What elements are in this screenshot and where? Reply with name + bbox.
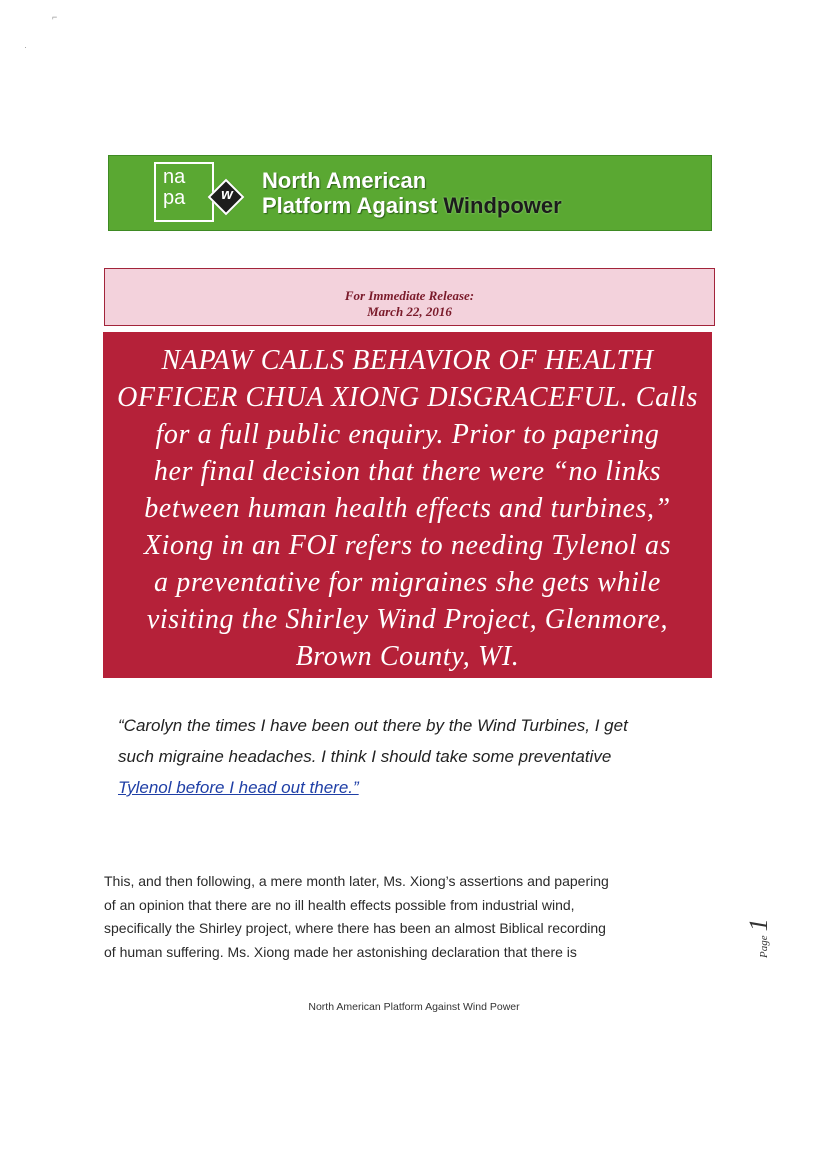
body-line: This, and then following, a mere month later, Ms. Xiong’s assertions and papering	[104, 873, 609, 889]
body-line: specifically the Shirley project, where there has been an almost Biblical recording	[104, 920, 606, 936]
page-footer: North American Platform Against Wind Power	[308, 1001, 520, 1013]
napaw-logo	[154, 162, 214, 222]
headline-line: NAPAW CALLS BEHAVIOR OF HEALTH	[161, 345, 654, 376]
page-word: Page	[758, 935, 770, 958]
org-name-line1: North American	[262, 168, 427, 193]
body-paragraph	[104, 870, 716, 964]
release-box	[104, 268, 715, 326]
headline-line: between human health effects and turbines,”	[144, 493, 671, 524]
headline-line: her final decision that there were “no links	[153, 456, 662, 487]
headline-line: Brown County, WI.	[295, 641, 520, 672]
org-name-dark: Windpower	[443, 193, 562, 218]
pull-quote	[118, 710, 718, 803]
headline-line: for a full public enquiry. Prior to papering	[155, 419, 660, 450]
org-banner	[108, 155, 712, 231]
body-line: of human suffering. Ms. Xiong made her astonishing declaration that there is	[104, 943, 577, 960]
scan-mark: ·	[24, 42, 27, 52]
scan-mark: ⌐	[52, 12, 58, 22]
body-line: of an opinion that there are no ill health effects possible from industrial wind,	[104, 896, 575, 913]
release-label: For Immediate Release:	[344, 288, 475, 303]
headline-line: Xiong in an FOI refers to needing Tylenol as	[143, 530, 672, 561]
page-number	[744, 918, 774, 958]
org-name-light: Platform Against	[262, 193, 438, 218]
quote-link[interactable]: Tylenol before I head out there.”	[118, 778, 359, 797]
page-num: 1	[744, 918, 773, 932]
logo-pa: pa	[163, 187, 186, 209]
logo-na: na	[163, 166, 186, 188]
quote-line: such migraine headaches. I think I should take some preventative	[118, 747, 612, 766]
release-date: March 22, 2016	[367, 304, 452, 319]
headline-line: OFFICER CHUA XIONG DISGRACEFUL. Calls	[117, 382, 698, 413]
quote-line: “Carolyn the times I have been out there by the Wind Turbines, I get	[118, 716, 628, 735]
logo-w: w	[221, 185, 233, 203]
headline-box	[103, 332, 712, 678]
org-name-line2	[262, 194, 562, 218]
headline-line: visiting the Shirley Wind Project, Glenmore,	[146, 604, 669, 635]
headline-line: a preventative for migraines she gets while	[154, 567, 661, 598]
